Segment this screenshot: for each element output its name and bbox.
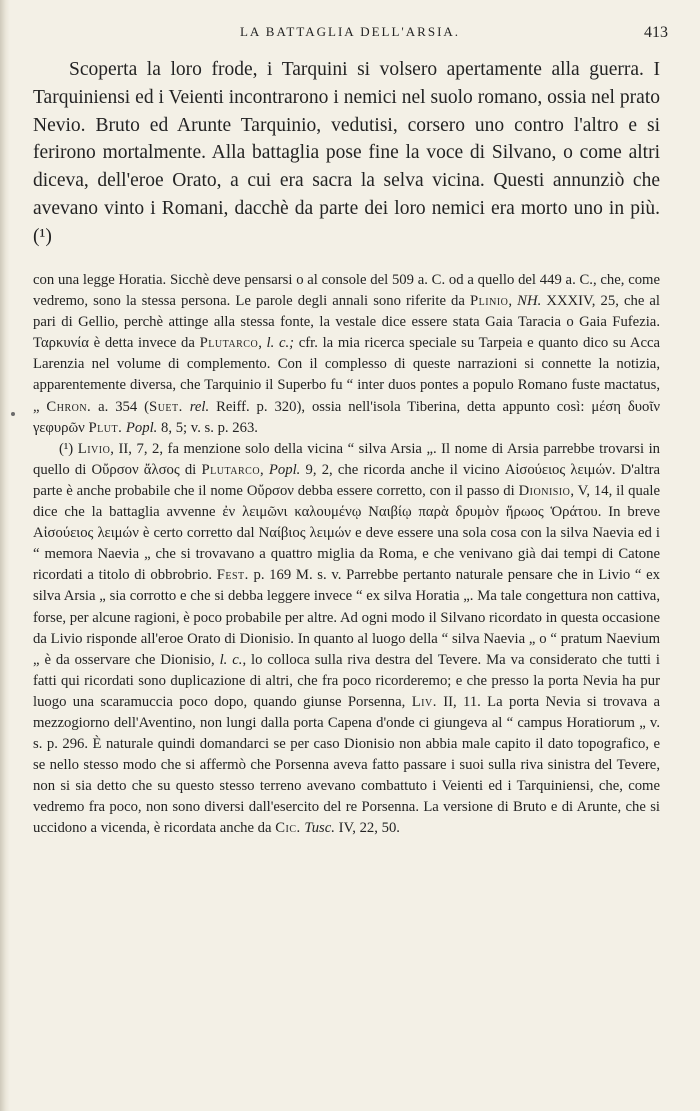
author-plinio: Plinio — [470, 293, 509, 310]
note-text: , II, 7, 2, fa menzione solo della vicina “ silva Arsia „. Il nome di Arsia parrebbe trovarsi in quello di Οὔρσον ἄλσος di — [33, 440, 661, 478]
author-plut: Plut. — [88, 419, 123, 436]
running-title: LA BATTAGLIA DELL'ARSIA. — [239, 24, 461, 39]
note-text: con una legge Horatia. Sicchè deve pensarsi o al console del 509 a. C. od a quello del 449 a. C., che, come vedremo, sono la stessa persona. Le parole degli annali sono riferite da — [33, 272, 660, 310]
work-rel: rel. — [189, 398, 210, 415]
note-text: , — [508, 293, 518, 310]
page-edge-shadow — [0, 0, 10, 1111]
note-text: XXXIV, 25, che al pari di Gellio, perchè attinge alla stessa fonte, la vestale dice essere stata Gaia Taracia o Gaia Fufezia. Ταρκυνία è detta invece da — [33, 293, 661, 352]
note-text: , — [260, 461, 269, 478]
work-nh: NH. — [517, 293, 542, 310]
note-text: 8, 5; v. s. p. 263. — [157, 419, 258, 436]
author-cic: Cic. — [275, 820, 301, 837]
author-plutarco: Plutarco — [201, 461, 261, 478]
work-tusc: Tusc. — [304, 820, 335, 837]
page-number: 413 — [644, 24, 668, 41]
note-text: cfr. la mia ricerca speciale su Tarpeia e quanto dico su Acca Larenzia nel volume di complemento. Con il complesso di queste narrazioni si connette la notizia, apparentemente diversa, che Tarquinio il Superbo fu “ inter duos pontes a populo Romano fuste mactatus, „ — [33, 335, 661, 415]
author-plutarco: Plutarco — [199, 335, 259, 352]
note-text: II, 11. La porta Nevia si trovava a mezzogiorno dell'Aventino, non lungi dalla porta Capena d'onde ci giungeva al “ campus Horatiorum „ v. s. p. 296. È naturale quindi domandarci se per caso Dionisio non abbia male capito il dato topografico, e se nello stesso modo che si affermò che Porsenna aveva fatto passare i suoi sulla riva sinistra del Tevere, non si sia detto che su questo stesso terreno avevano combattuto i Veienti ed i Tarquiniensi, che, come vedremo fra poco, non sono diversi dall'esercito del re Porsenna. La versione di Bruto e di Arunte, che si uccidono a vicenda, è ricordata anche da — [33, 693, 660, 837]
footnotes — [33, 270, 660, 840]
note-text: Reiff. p. 320), ossia nell'isola Tiberina, detta appunto così: μέση δυοῖν γεφυρῶν — [33, 398, 660, 436]
main-paragraph: Scoperta la loro frode, i Tarquini si volsero apertamente alla guerra. I Tarquiniensi ed i Veienti incontrarono i nemici nel suolo romano, ossia nel prato Nevio. Bruto ed Arunte Tarquinio, vedutisi, corsero uno contro l'altro e si ferirono mortalmente. Alla battaglia pose fine la voce di Silvano, o come altri diceva, dell'eroe Orato, a cui era sacra la selva vicina. Questi annunziò che avevano vinto i Romani, dacchè da parte dei loro nemici era morto uno in più. (¹) — [33, 59, 660, 247]
note-text: 9, 2, che ricorda anche il vicino Αἰσούειος λειμών. D'altra parte è anche probabile che il nome Οὔρσον debba essere corretto, con il passo di — [33, 461, 661, 499]
work-popl: Popl. — [125, 419, 158, 436]
footnote-1 — [33, 439, 660, 840]
running-head — [32, 24, 668, 46]
author-fest: Fest. — [216, 567, 249, 584]
note-text: , lo colloca sulla riva destra del Tevere. Ma va considerato che tutti i fatti qui ricordati sono duplicazione di altri, che fra poco ricorderemo; e che presso la porta Nevia ha pur luogo una scaramuccia poco dopo, quando giunse Porsenna, — [33, 651, 660, 710]
note-text: p. 169 M. s. v. Parrebbe pertanto naturale pensare che in Livio “ ex silva Arsia „ sia corrotto e che si debba leggere invece “ ex silva Horatia „. Ma tale congettura non cattiva, forse, per alcune ragioni, è poco probabile per altre. Ad ogni modo il Silvano ricordato in questa occasione da Livio risponde all'eroe Orato di Dionisio. In quanto al luogo della “ silva Naevia „ o “ pratum Naevium „ è da osservare che Dionisio, — [33, 567, 660, 668]
footnote-marker: (¹) — [59, 440, 78, 457]
work-popl: Popl. — [268, 461, 301, 478]
author-livio: Livio — [77, 440, 111, 457]
abbr-lc: l. c. — [219, 651, 243, 668]
margin-mark — [11, 412, 15, 416]
author-dionisio: Dionisio — [518, 482, 571, 499]
note-text: , V, 14, il quale dice che la battaglia avvenne ἐν λειμῶνι καλουμένῳ Ναιβίῳ παρὰ δρυμὸν ἥρωος Ὁράτου. In breve Αἰσούειος λειμών è certo corretto dal Ναίβιος λειμών e deve essere una sola cosa con la silva Naevia ed i “ memora Naevia „ che si trovavano a quattro miglia da Roma, e che venivano già dai tempi di Catone ricordati a titolo di obbrobrio. — [33, 482, 660, 584]
author-liv: Liv. — [411, 693, 437, 710]
source-chron: Chron. — [46, 398, 92, 415]
note-text — [183, 399, 190, 415]
abbr-lc: l. c.; — [266, 335, 295, 352]
footnote-continued — [33, 270, 660, 439]
note-text: , — [258, 335, 267, 352]
note-text: a. 354 ( — [91, 398, 150, 415]
note-text: IV, 22, 50. — [334, 820, 400, 837]
author-suet: Suet. — [149, 398, 183, 415]
